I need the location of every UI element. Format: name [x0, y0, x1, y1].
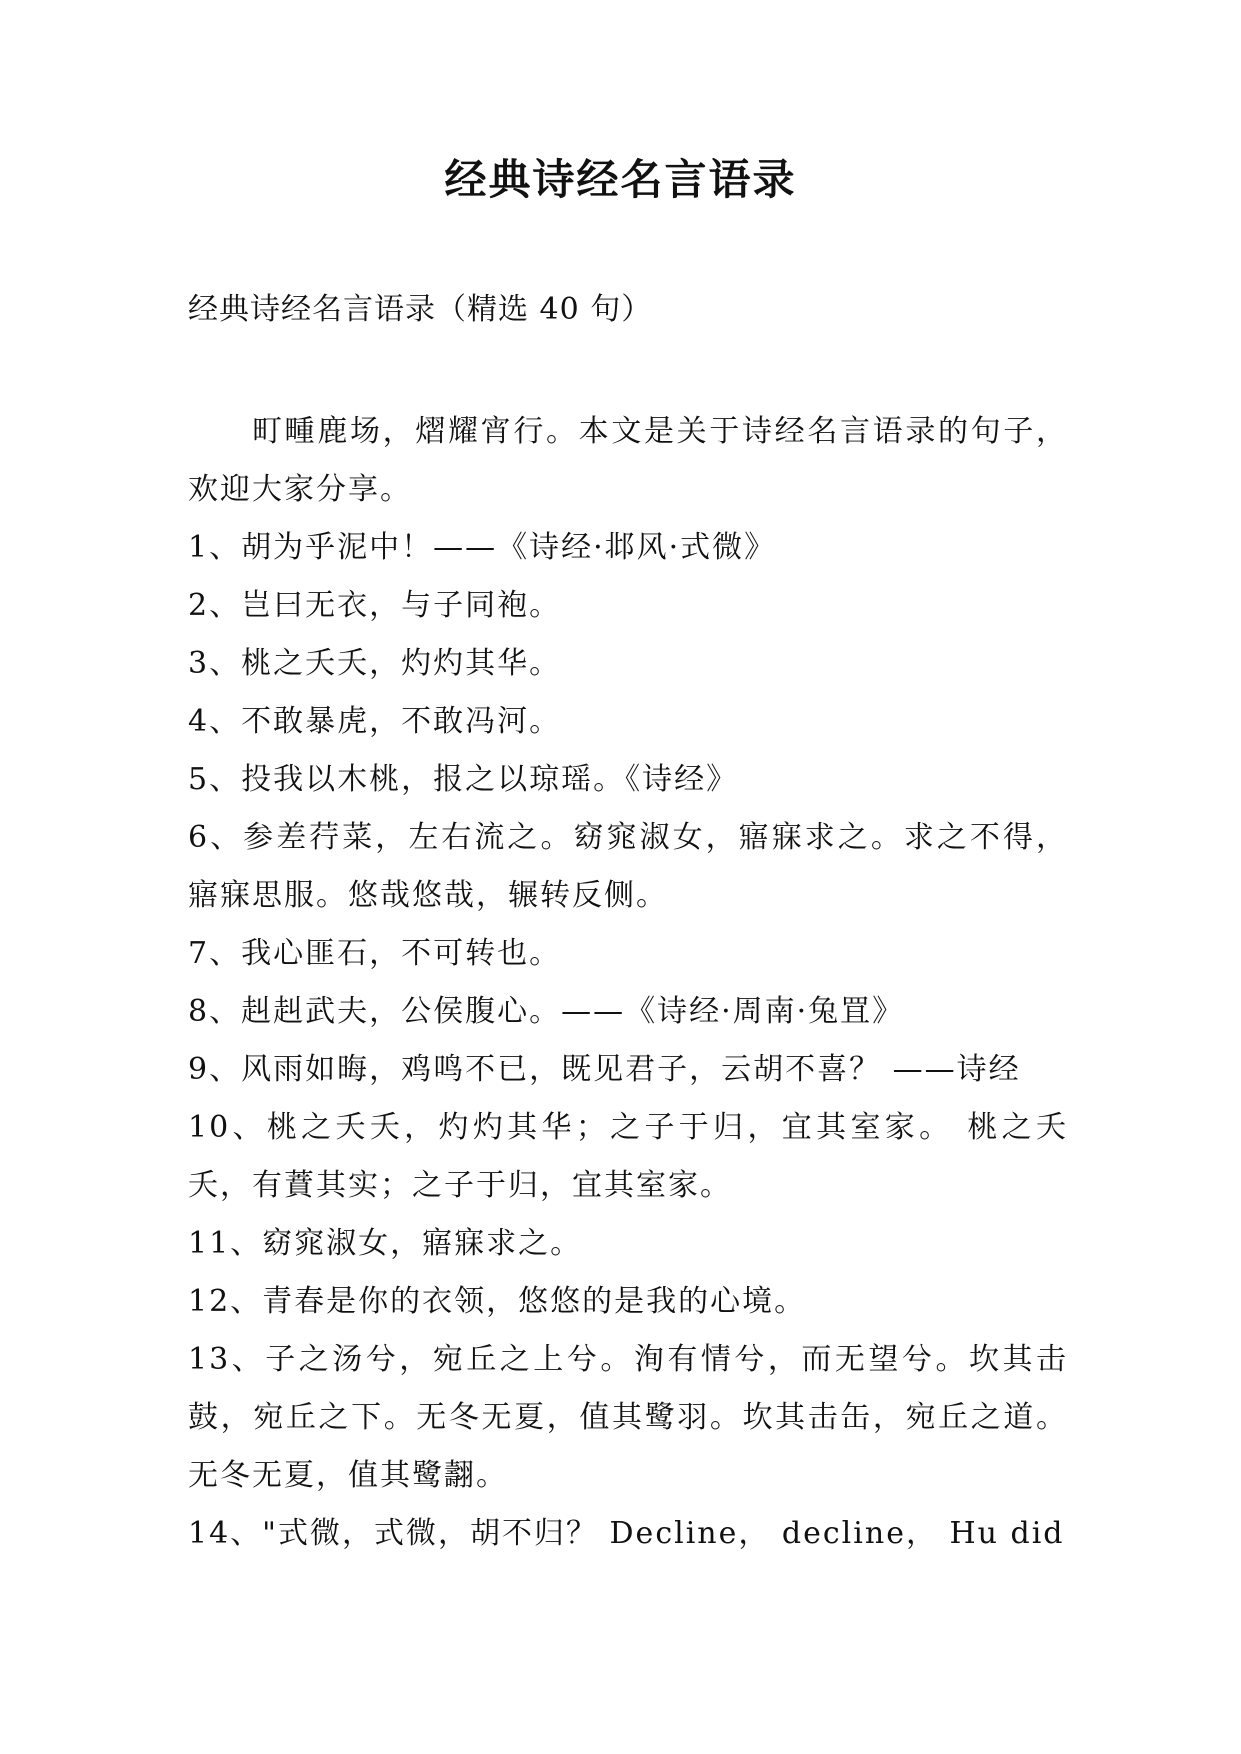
intro-paragraph: 町畽鹿场，熠耀宵行。本文是关于诗经名言语录的句子，欢迎大家分享。 [188, 414, 1068, 507]
quote-item: 8、赳赳武夫，公侯腹心。——《诗经·周南·兔罝》 [188, 994, 905, 1029]
quote-item: 3、桃之夭夭，灼灼其华。 [188, 646, 562, 681]
quote-item: 6、参差荇菜，左右流之。窈窕淑女，寤寐求之。求之不得，寤寐思服。悠哉悠哉，辗转反侧。 [188, 820, 1068, 913]
quote-item: 13、子之汤兮，宛丘之上兮。洵有情兮，而无望兮。坎其击鼓，宛丘之下。无冬无夏，值其鹭羽。坎其击缶，宛丘之道。无冬无夏，值其鹭翿。 [188, 1342, 1068, 1493]
quote-item: 4、不敢暴虎，不敢冯河。 [188, 704, 562, 739]
quote-item: 5、投我以木桃，报之以琼瑶。《诗经》 [188, 762, 739, 797]
quote-item: 7、我心匪石，不可转也。 [188, 936, 562, 971]
document-body [188, 403, 1068, 1563]
quote-item: 9、风雨如晦，鸡鸣不已，既见君子，云胡不喜？ ——诗经 [188, 1052, 1021, 1087]
quote-item: 10、桃之夭夭，灼灼其华；之子于归，宜其室家。 桃之夭夭，有蕡其实；之子于归，宜其室家。 [188, 1110, 1068, 1203]
quote-item: 2、岂曰无衣，与子同袍。 [188, 588, 562, 623]
quote-item: 12、青春是你的衣领，悠悠的是我的心境。 [188, 1284, 807, 1319]
document-title: 经典诗经名言语录 [444, 155, 797, 204]
quote-item: 1、胡为乎泥中！——《诗经·邶风·式微》 [188, 530, 777, 565]
quote-item: 11、窈窕淑女，寤寐求之。 [188, 1226, 583, 1261]
quote-item: 14、"式微，式微，胡不归？ Decline， decline， Hu did [188, 1516, 1065, 1551]
document-subtitle: 经典诗经名言语录（精选 40 句） [188, 292, 653, 327]
